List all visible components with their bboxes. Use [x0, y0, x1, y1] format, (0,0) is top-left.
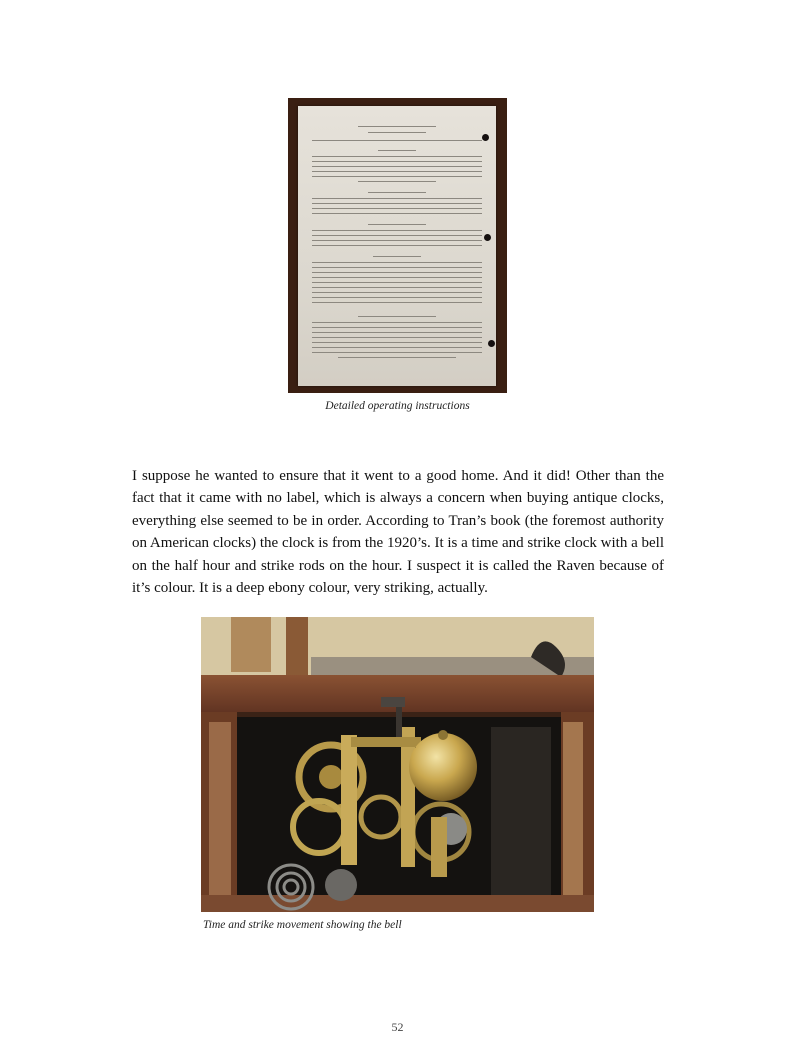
body-paragraph: I suppose he wanted to ensure that it went to a good home. And it did! Other than the fact that it came with no label, which is always a concern when buying antique clocks, everything else seemed to be in order. According to Tran’s book (the foremost authority on American clocks) the clock is from the 1920’s. It is a time and strike clock with a bell on the half hour and strike rods on the hour. I suspect it is called the Raven because of it’s colour. It is a deep ebony colour, very striking, actually.	[132, 468, 664, 597]
page-number: 52	[391, 1020, 404, 1034]
clock-movement-illustration	[201, 617, 594, 912]
clock-movement-photo	[201, 617, 594, 912]
instruction-sheet	[298, 106, 496, 386]
instructions-photo	[288, 98, 507, 393]
figure-caption-movement: Time and strike movement showing the bell	[203, 919, 402, 931]
figure-caption-instructions: Detailed operating instructions	[325, 400, 470, 412]
